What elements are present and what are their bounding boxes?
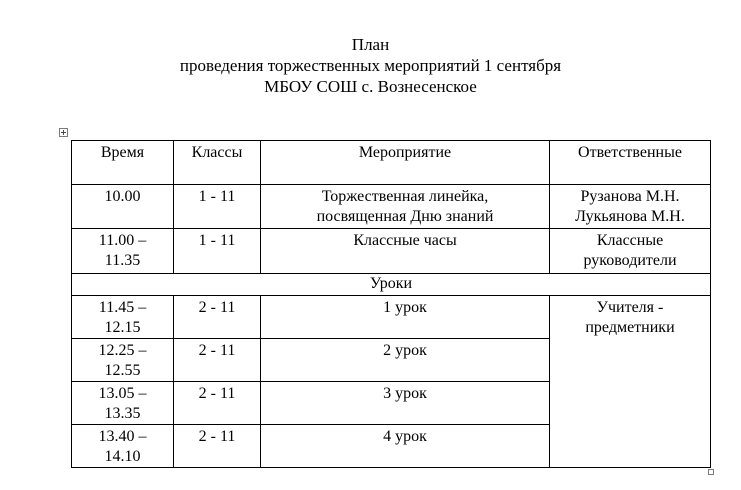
cell-responsible: [550, 185, 711, 229]
cell-event: 2 урок: [261, 339, 550, 382]
cell-time: [72, 229, 174, 274]
table-header-row: [72, 141, 711, 185]
responsible-line: руководители: [583, 252, 677, 269]
section-lessons: Уроки: [72, 274, 711, 296]
responsible-line: Лукьянова М.Н.: [575, 208, 685, 225]
table-row: [72, 185, 711, 229]
cell-responsible: [550, 229, 711, 274]
schedule-table: [71, 140, 711, 468]
cell-time: [72, 425, 174, 468]
time-line: 11.35: [104, 252, 141, 269]
cell-classes: 2 - 11: [174, 339, 261, 382]
cell-classes: 1 - 11: [174, 229, 261, 274]
cell-classes: 2 - 11: [174, 296, 261, 339]
header-classes: Классы: [174, 141, 261, 185]
time-line: 12.15: [104, 319, 141, 336]
time-line: 13.35: [104, 405, 141, 422]
document-title: [0, 34, 741, 97]
responsible-line: Классные: [596, 232, 664, 249]
cell-classes: 1 - 11: [174, 185, 261, 229]
cell-classes: 2 - 11: [174, 382, 261, 425]
time-line: 13.40 –: [98, 428, 147, 445]
cell-time: [72, 339, 174, 382]
cell-responsible-teachers: [550, 296, 711, 468]
time-line: 11.00 –: [98, 232, 147, 249]
table-move-handle-icon[interactable]: [59, 128, 68, 137]
cell-event: Классные часы: [261, 229, 550, 274]
time-line: 14.10: [104, 448, 141, 465]
table-row: [72, 229, 711, 274]
cell-time: [72, 296, 174, 339]
table-row: [72, 296, 711, 339]
cell-event: 4 урок: [261, 425, 550, 468]
time-line: 12.55: [104, 362, 141, 379]
section-row: [72, 274, 711, 296]
header-event: Мероприятие: [261, 141, 550, 185]
time-line: 12.25 –: [98, 342, 147, 359]
responsible-line: предметники: [585, 319, 675, 336]
time-line: 13.05 –: [98, 385, 147, 402]
header-time: Время: [72, 141, 174, 185]
title-line-1: План: [351, 35, 390, 54]
title-line-2: проведения торжественных мероприятий 1 сентября: [179, 56, 562, 75]
responsible-line: Учителя -: [596, 299, 664, 316]
cell-event: 3 урок: [261, 382, 550, 425]
event-line: Торжественная линейка,: [321, 188, 489, 205]
header-responsible: Ответственные: [550, 141, 711, 185]
cell-event: [261, 185, 550, 229]
cell-time: [72, 382, 174, 425]
cell-classes: 2 - 11: [174, 425, 261, 468]
time-line: 11.45 –: [98, 299, 147, 316]
cell-time: 10.00: [72, 185, 174, 229]
title-line-3: МБОУ СОШ с. Вознесенское: [264, 77, 477, 96]
event-line: посвященная Дню знаний: [316, 208, 494, 225]
cell-event: 1 урок: [261, 296, 550, 339]
table-resize-handle-icon[interactable]: [708, 469, 714, 475]
responsible-line: Рузанова М.Н.: [580, 188, 680, 205]
